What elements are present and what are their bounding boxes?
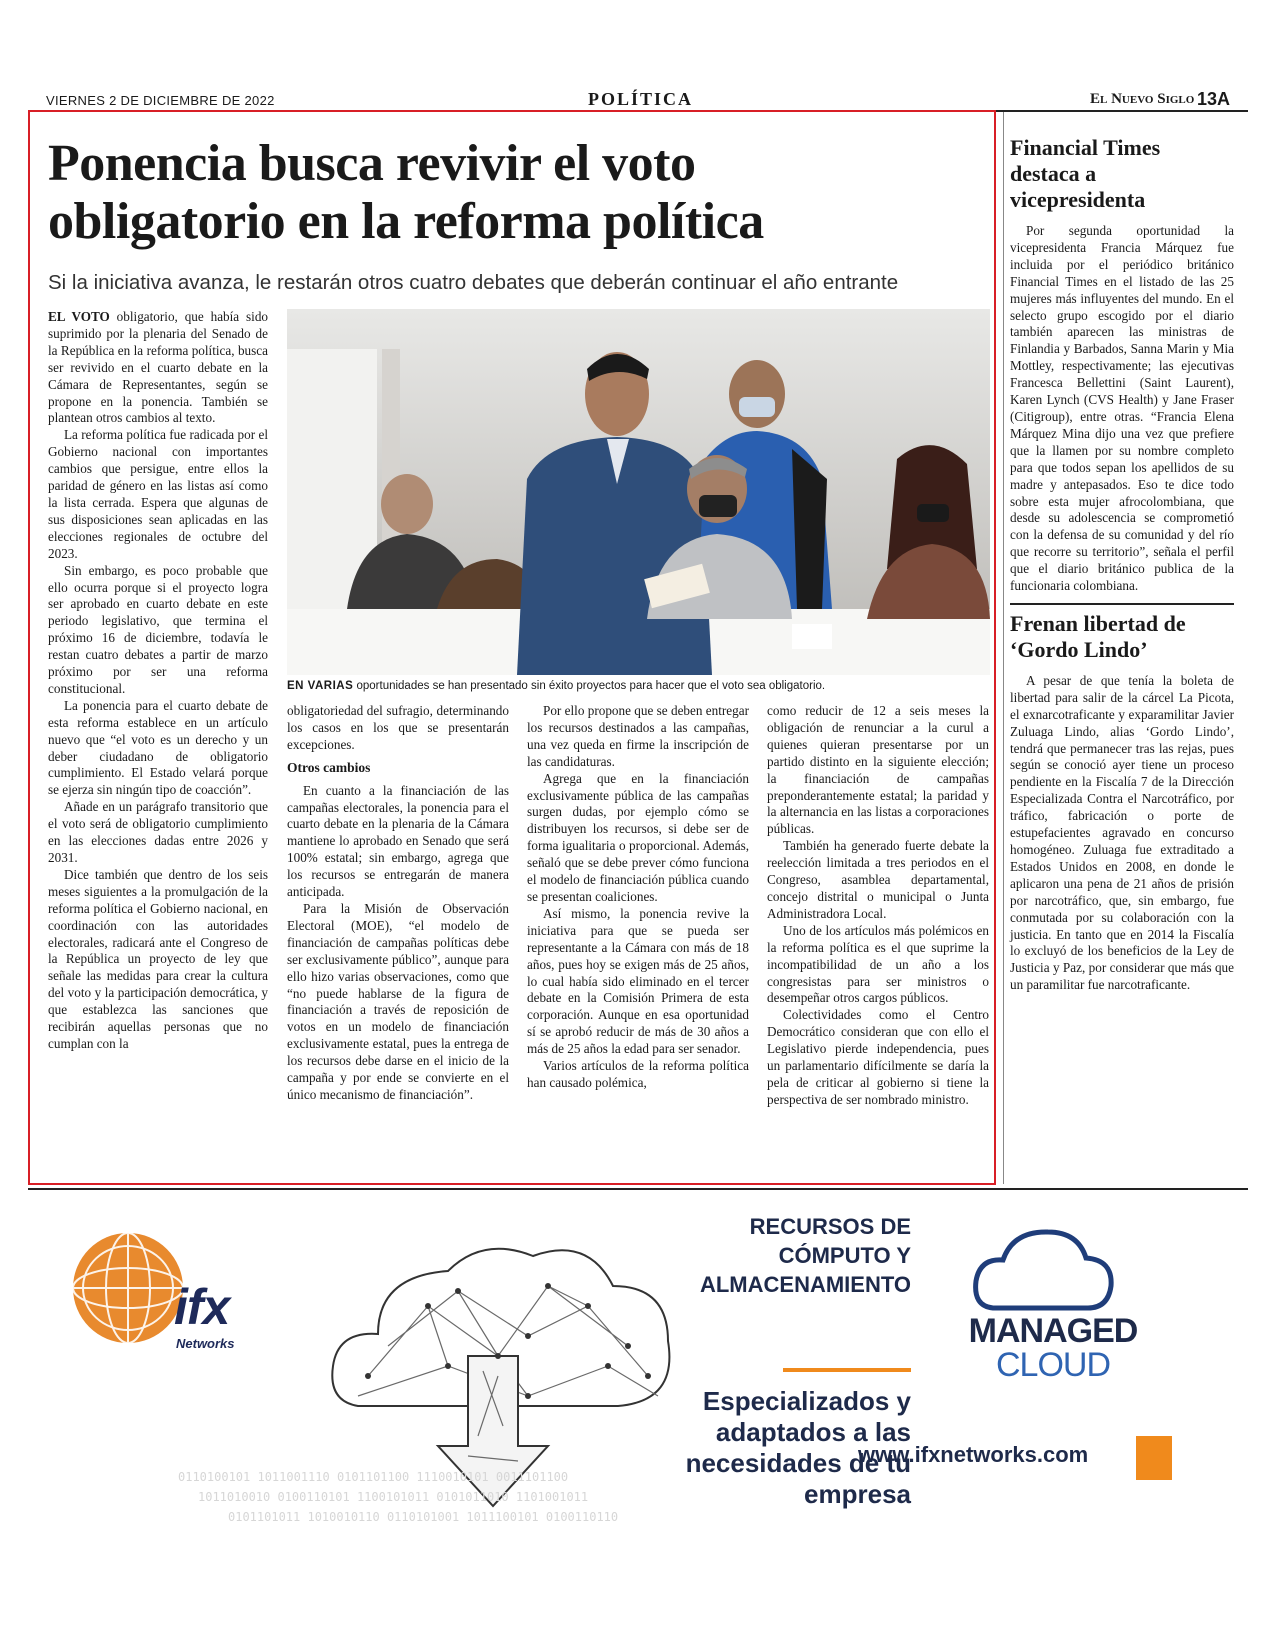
paragraph: Agrega que en la financiación exclusivamente pública de las campañas surgen dudas, por ejemplo cómo se distribuyen los recursos, si debe ser de forma igualitaria o proporcional. Además, señaló que se debe prever cómo funciona el modelo de financiación pública cuando se presentan coaliciones. — [527, 770, 749, 904]
paragraph: Colectividades como el Centro Democrático consideran que con ello el Legislativo pierde independencia, pues un parlamentario difícilmente se daría la pela de criticar al gobierno si tiene la perspectiva de ser nombrado ministro. — [767, 1007, 989, 1107]
product-name — [963, 1314, 1143, 1382]
paragraph: Así mismo, la ponencia revive la iniciativa para que se pueda ser representante a la Cámara con más de 18 años, pues hoy se exigen más de 25 años, lo cual había sido eliminado en el tercer debate en la Comisión Primera de esta corporación. Aunque en esa oportunidad sí se aprobó reducir de más de 30 años a más de 25 años la edad para ser senador. — [527, 905, 749, 1057]
brief-1-title: Financial Times destaca a vicepresidenta — [1010, 135, 1161, 212]
paragraph: Uno de los artículos más polémicos en la reforma política es el que suprime la incompatibilidad de un año a los congresistas para ser ministros o desempeñar otros cargos públicos. — [767, 922, 989, 1006]
ad-body-line: necesidades de tu — [685, 1448, 911, 1478]
lead-in: EL VOTO — [48, 309, 110, 324]
paragraph: La ponencia para el cuarto debate de esta reforma establece en un artículo nuevo que “el voto es un derecho y un deber ciudadano de obligatorio cumplimiento. El Estado velará porque se ejerza sin ningún tipo de coacción”. — [48, 697, 268, 798]
section-name: POLÍTICA — [588, 89, 694, 109]
headline-line-2: obligatorio en la reforma política — [48, 193, 764, 250]
brief-1-body: Por segunda oportunidad la vicepresidenta Francia Márquez fue incluida por el periódico británico Financial Times en el listado de las 25 mujeres más influyentes del mundo. En el selecto grupo escogido por el diario también aparecen las ministras de Finlandia y Barbados, Sanna Marin y Mia Mottley, respectivamente; las ejecutivas Francesca Bellettini (Saint Laurent), Karen Lynch (CVS Health) y Jane Fraser (Citigroup), entre otras. “Francia Elena Márquez Mina dijo una vez que prefiere que la llamen por su nombre completo para que todos sepan los apellidos de su madre y antepasados. Eso te dice todo sobre esta mujer afrocolombiana, que desde su adolescencia se comprometió con la defensa de su comunidad y del río que recorre su territorio”, señala el perfil que el diario británico publica de la funcionaria colombiana. — [1010, 223, 1234, 594]
orange-square — [1136, 1436, 1172, 1480]
paragraph: Dice también que dentro de los seis meses siguientes a la promulgación de la reforma política el Gobierno nacional, en coordinación con las autoridades electorales, radicará ante el Congreso de la República un proyecto de ley que señale las medidas para crear la cultura del voto y la participación democrática, y que establezca las sanciones que recibirán aquellas personas que no cumplan con la — [48, 866, 268, 1051]
subhead: Otros cambios — [287, 759, 371, 775]
article-column-2 — [287, 703, 509, 1104]
cloud-outline-icon — [976, 1232, 1112, 1308]
photo-caption — [287, 680, 990, 692]
binary-stream-decoration — [178, 1470, 618, 1524]
ad-headline-line: CÓMPUTO Y — [778, 1243, 911, 1268]
ad-body-line: Especializados y — [702, 1386, 911, 1416]
svg-text:0110100101 1011001110 01011011: 0110100101 1011001110 0101101100 1110010101 0011101100 — [178, 1470, 569, 1484]
paragraph: obligatoriedad del sufragio, determinando los casos en los que se presentarán excepciones. — [287, 703, 509, 752]
brief-divider — [1010, 603, 1234, 605]
ifx-logo-sub: Networks — [176, 1336, 235, 1351]
paragraph: Para la Misión de Observación Electoral (MOE), “el modelo de financiación de campañas políticas debe ser exclusivamente público”, aunque para ello hizo varias observaciones, como que “no puede hablarse de la figura de financiación a través de reposición de votos en un modelo de financiación exclusivamente estatal, pues la entrega de los recursos debe darse en el inicio de la campaña y por ende se convierte en el único mecanismo de financiación”. — [287, 900, 509, 1102]
brief-2-body: A pesar de que tenía la boleta de libertad para salir de la cárcel La Picota, el exnarcotraficante y exparamilitar Javier Zuluaga Lindo, alias ‘Gordo Lindo’, tendrá que permanecer tras las rejas, pues según se conoció ayer tiene un proceso pendiente en la Fiscalía 7 de la Dirección Especializada Contra el Narcotráfico, por tráfico, fabricación o porte de estupefacientes agravado en concurso homogéneo. Zuluaga fue extraditado a Estados Unidos en 2008, en donde le aplicaron una pena de 21 años de prisión por narcotráfico, que, sin embargo, fue conmutada por su colaboración con la justicia. En tanto que en 2014 la Fiscalía lo excluyó de los beneficios de la Ley de Justicia y Paz, por considerar que más que un paramilitar fue narcotraficante. — [1010, 672, 1234, 993]
globe-icon — [73, 1233, 183, 1343]
paragraph — [48, 309, 268, 427]
article-column-3 — [527, 703, 749, 1092]
paragraph: Por ello propone que se deben entregar los recursos destinados a las campañas, una vez queda en firme la inscripción de las candidaturas. — [527, 703, 749, 769]
paragraph: En cuanto a la financiación de las campañas electorales, la ponencia para el cuarto debate en la plenaria de la Cámara mantiene lo aprobado en Senado que será 100% estatal; sin embargo, agrega que los recursos se entregarán de manera anticipada. — [287, 782, 509, 900]
deck: Si la iniciativa avanza, le restarán otros cuatro debates que deberán continuar el año entrante — [48, 271, 899, 294]
paragraph: Sin embargo, es poco probable que ello ocurra porque si el proyecto logra ser aprobado en cuarto debate en este periodo legislativo, que termina el próximo 16 de diciembre, todavía le restan cuatro debates a partir de marzo próximo por ser una reforma constitucional. — [48, 562, 268, 696]
paragraph: Varios artículos de la reforma política han causado polémica, — [527, 1058, 749, 1090]
advertisement — [28, 1196, 1248, 1566]
lead-text: obligatorio, que había sido suprimido por la plenaria del Senado de la República en la reforma política, busca ser revivido en el cuarto debate en la Cámara de Representantes, según se propone en la ponencia. También se plantean otros cambios al texto. — [48, 309, 269, 426]
side-column — [1010, 135, 1234, 994]
page-number: 13A — [1197, 89, 1231, 109]
photo-illustration — [287, 309, 990, 675]
article-column-1 — [48, 309, 268, 1053]
article-column-4 — [767, 703, 989, 1109]
paragraph: como reducir de 12 a seis meses la obligación de renunciar a la curul a quienes quieran presentarse por un partido distinto en la siguiente elección; la financiación de campañas preponderantemente estatal; la paridad y la alternancia en las listas a corporaciones públicas. — [767, 703, 989, 837]
news-photo — [287, 309, 990, 675]
caption-text: oportunidades se han presentado sin éxito proyectos para hacer que el voto sea obligatorio. — [353, 680, 826, 692]
svg-text:1011010010 0100110101 11001010: 1011010010 0100110101 1100101011 0101011010 1101001011 — [198, 1490, 589, 1504]
ad-top-rule — [28, 1188, 1248, 1190]
ifx-logo-text: ifx — [174, 1279, 230, 1335]
svg-text:0101101011 1010010110 01101010: 0101101011 1010010110 0110101001 1011100101 0100110110 — [228, 1510, 619, 1524]
paragraph: La reforma política fue radicada por el Gobierno nacional con importantes cambios que persigue, entre ellos la paridad de género en las listas así como la lista cerrada. Espera que algunas de sus disposiciones sean aplicadas en las elecciones regionales de octubre del 2023. — [48, 427, 268, 561]
ad-headline — [668, 1212, 911, 1299]
ad-headline-line: ALMACENAMIENTO — [699, 1272, 911, 1297]
product-name-line-2: CLOUD — [995, 1346, 1111, 1384]
product-name-line-1: MANAGED — [968, 1312, 1138, 1350]
headline — [48, 135, 948, 251]
ad-url[interactable]: www.ifxnetworks.com — [858, 1442, 1089, 1467]
orange-divider — [783, 1368, 911, 1372]
brief-2-title: Frenan libertad de ‘Gordo Lindo’ — [1010, 610, 1186, 662]
newspaper-brand: El Nuevo Siglo — [1090, 91, 1195, 107]
paragraph: Añade en un parágrafo transitorio que el voto será de obligatorio cumplimiento en las elecciones dadas entre 2026 y 2031. — [48, 799, 268, 865]
issue-date: VIERNES 2 DE DICIEMBRE DE 2022 — [46, 93, 275, 108]
caption-lead: EN VARIAS — [287, 680, 354, 692]
side-divider — [1003, 112, 1004, 1184]
headline-line-1: Ponencia busca revivir el voto — [48, 135, 696, 192]
ad-headline-line: RECURSOS DE — [749, 1214, 911, 1239]
ad-body-line: empresa — [804, 1479, 911, 1509]
ad-body-line: adaptados a las — [715, 1417, 911, 1447]
paragraph: También ha generado fuerte debate la reelección limitada a tres periodos en el Congreso, asamblea departamental, concejo distrital o municipal o Junta Administradora Local. — [767, 838, 989, 921]
